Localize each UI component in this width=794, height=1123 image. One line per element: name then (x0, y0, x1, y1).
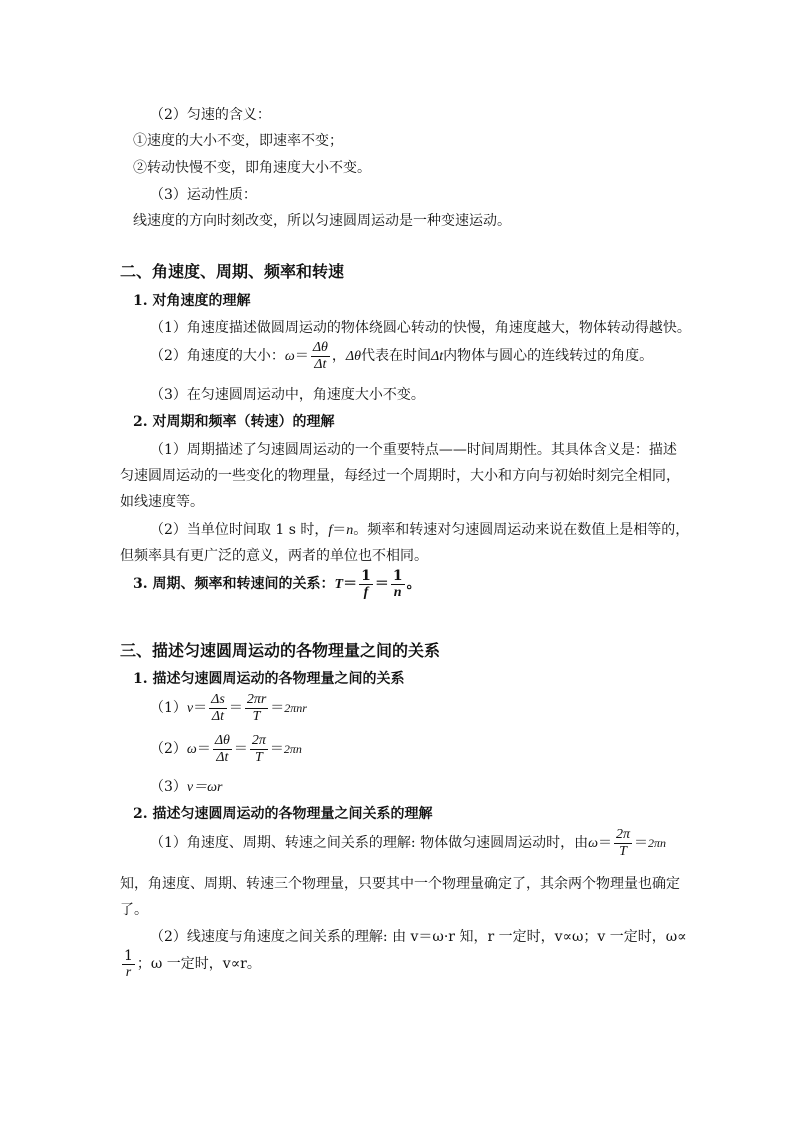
fraction-numerator: Δθ (312, 339, 328, 355)
fraction-1-over-f (359, 568, 373, 601)
para-linear-angular-line1: （2）线速度与角速度之间关系的理解: 由 v＝ω·r 知，r 一定时，v∝ω；v 一定时，ω∝ (150, 929, 687, 945)
equals-sign: ＝ (270, 700, 285, 716)
fraction-denominator: Δt (216, 749, 229, 765)
motion-nature-text: 线速度的方向时刻改变，所以匀速圆周运动是一种变速运动。 (133, 213, 511, 229)
para-angular-velocity-desc: （1）角速度描述做圆周运动的物体绕圆心转动的快慢，角速度越大，物体转动得越快。 (150, 320, 691, 336)
fraction-numerator: 2π (251, 732, 266, 748)
fraction-numerator: 2πr (246, 691, 267, 707)
fraction-denominator: n (393, 584, 402, 600)
formula-v-omega-r (150, 777, 222, 798)
heading-quantities-relation: 1. 描述匀速圆周运动的各物理量之间的关系 (133, 671, 405, 687)
relation-prefix: （1）角速度、周期、转速之间关系的理解: 物体做匀速圆周运动时，由 (150, 835, 589, 851)
fraction-numerator: 1 (361, 567, 371, 584)
fraction-denominator: r (125, 964, 132, 980)
formula-result: 2πn (647, 836, 666, 850)
para-relation-line2: 知，角速度、周期、转速三个物理量，只要其中一个物理量确定了，其余两个物理量也确定 (120, 876, 680, 892)
formula-result: 2πnr (284, 701, 307, 715)
para-frequency-line1 (150, 520, 689, 541)
comma: ， (331, 348, 346, 364)
heading-period-relation (133, 566, 421, 603)
section-title-2: 二、角速度、周期、频率和转速 (120, 262, 345, 281)
frequency-suffix: 。频率和转速对匀速圆周运动来说在数值上是相等的， (353, 522, 690, 538)
fraction-2pir-T (245, 692, 268, 725)
symbol-v: v (186, 701, 194, 716)
para-period-line2: 匀速圆周运动的一些变化的物理量，每经过一个周期时，大小和方向与初始时刻完全相同， (120, 468, 680, 484)
formula-body: v＝ωr (186, 780, 223, 795)
fraction-numerator: Δs (211, 691, 225, 707)
equals-sign: ＝ (633, 835, 648, 851)
frequency-prefix: （2）当单位时间取 1 s 时， (150, 522, 329, 538)
item-speed-constant: ①速度的大小不变，即速率不变； (133, 133, 343, 149)
fraction-denominator: Δt (211, 708, 225, 724)
para-frequency-line2: 但频率具有更广泛的意义，两者的单位也不相同。 (120, 548, 428, 564)
para-linear-angular-line2 (120, 946, 261, 982)
fraction-1-over-r (122, 948, 135, 981)
symbol-dtheta: Δθ (345, 349, 361, 364)
equals-sign: ＝ (228, 700, 243, 716)
formula-index: （1） (150, 700, 187, 716)
fraction-denominator: Δt (314, 356, 327, 372)
section-title-3: 三、描述匀速圆周运动的各物理量之间的关系 (120, 641, 441, 660)
symbol-f: f (328, 523, 333, 538)
fraction-2pi-T (250, 733, 268, 766)
para-angular-velocity-constant: （3）在匀速圆周运动中，角速度大小不变。 (150, 387, 425, 403)
symbol-omega: ω (186, 742, 197, 757)
formula-suffix: 内物体与圆心的连线转过的角度。 (443, 348, 654, 364)
symbol-T: T (334, 577, 344, 592)
item-rotation-constant: ②转动快慢不变，即角速度大小不变。 (133, 160, 371, 176)
fraction-denominator: T (252, 708, 261, 724)
fraction-denominator: T (255, 749, 263, 765)
fraction-1-over-n (391, 568, 405, 601)
item-uniform-meaning: （2）匀速的含义： (150, 107, 271, 123)
symbol-n: n (346, 523, 354, 538)
symbol-omega: ω (588, 836, 598, 851)
equals-sign: ＝ (233, 741, 248, 757)
formula-linear-velocity (150, 690, 307, 727)
heading-relation-understanding: 2. 描述匀速圆周运动的各物理量之间关系的理解 (133, 806, 433, 822)
para-period-line3: 如线速度等。 (120, 494, 204, 510)
fraction-numerator: 1 (124, 947, 133, 964)
formula-index: （2） (150, 741, 187, 757)
fraction-numerator: 1 (392, 567, 403, 584)
fraction-2pi-T (614, 827, 632, 860)
equals-sign: ＝ (193, 700, 208, 716)
symbol-dt: Δt (431, 349, 444, 364)
fraction-numerator: Δθ (214, 732, 230, 748)
para-relation-line1 (150, 825, 666, 862)
fraction-dtheta-dt (213, 733, 232, 766)
heading-period-frequency: 2. 对周期和频率（转速）的理解 (133, 414, 335, 430)
equals-sign: ＝ (343, 576, 358, 592)
equals-sign: ＝ (597, 835, 612, 851)
formula-mid-text: 代表在时间 (361, 348, 431, 364)
equals-sign: ＝ (332, 522, 347, 538)
formula-index: （3） (150, 779, 187, 795)
fraction-ds-dt (209, 692, 227, 725)
para-relation-line3: 了。 (120, 902, 148, 918)
para-angular-velocity-formula (150, 338, 653, 375)
symbol-omega: ω (284, 349, 295, 364)
heading-angular-velocity: 1. 对角速度的理解 (133, 293, 251, 309)
equals-sign: ＝ (374, 576, 389, 592)
para-period-line1: （1）周期描述了匀速圆周运动的一个重要特点——时间周期性。其具体含义是：描述 (150, 442, 677, 458)
relation-label: 3. 周期、频率和转速间的关系： (133, 576, 335, 592)
fraction-denominator: f (363, 584, 369, 600)
fraction-numerator: 2π (615, 826, 630, 842)
equals-sign: ＝ (294, 348, 309, 364)
item-motion-nature: （3）运动性质： (150, 187, 257, 203)
fraction-denominator: T (619, 843, 627, 859)
equals-sign: ＝ (196, 741, 211, 757)
fraction-dtheta-dt (311, 340, 330, 373)
period-mark: 。 (406, 576, 421, 592)
formula-angular-velocity (150, 731, 302, 768)
formula-prefix: （2）角速度的大小： (150, 348, 285, 364)
formula-result: 2πn (283, 742, 302, 756)
linear-angular-suffix: ；ω 一定时，v∝r。 (136, 956, 261, 972)
equals-sign: ＝ (269, 741, 284, 757)
